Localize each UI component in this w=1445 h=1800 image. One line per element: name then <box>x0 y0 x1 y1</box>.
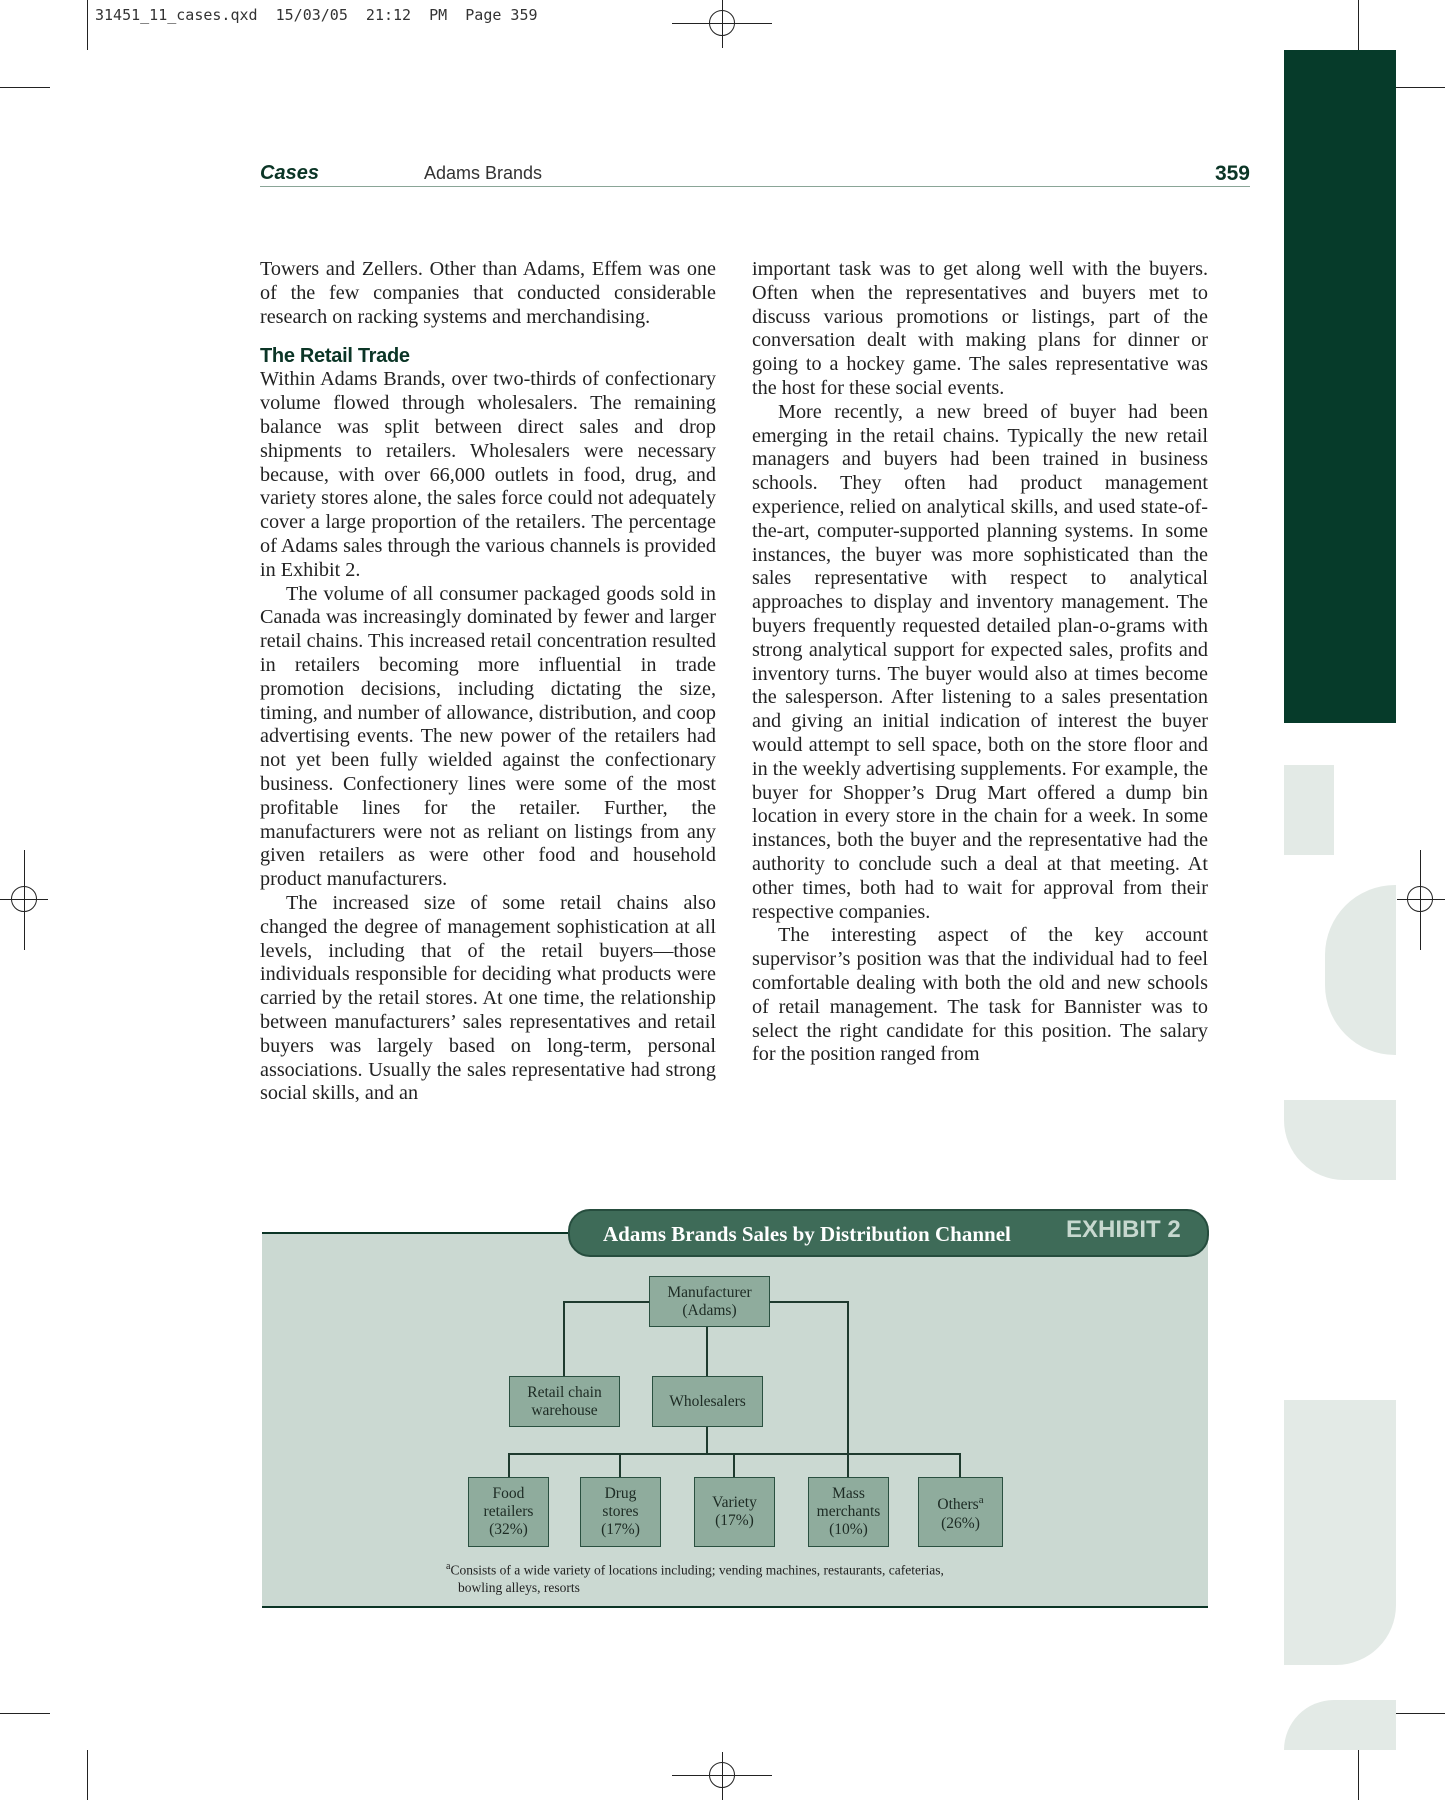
crop-mark <box>87 0 88 50</box>
others-node <box>918 1477 1003 1547</box>
exhibit-title: Adams Brands Sales by Distribution Channel <box>603 1222 1011 1246</box>
footnote-marker: a <box>446 1561 451 1572</box>
connector-line <box>706 1427 708 1454</box>
ghost-letter-shape <box>1284 765 1334 855</box>
ghost-letter-shape <box>1284 1700 1396 1750</box>
exhibit-footnote <box>446 1558 1066 1596</box>
connector-line <box>563 1301 565 1376</box>
exhibit-label: EXHIBIT 2 <box>1066 1216 1181 1243</box>
ghost-letter-shape <box>1325 885 1396 1055</box>
connector-line <box>959 1453 961 1478</box>
connector-line <box>733 1453 735 1478</box>
mass-merchants-node: Mass merchants (10%) <box>808 1477 889 1547</box>
crop-mark <box>1358 1750 1359 1800</box>
variety-node: Variety (17%) <box>694 1477 775 1547</box>
paragraph: The increased size of some retail chains also changed the degree of management sophistication at all levels, including that of the retail buyers—those individuals responsible for deciding what products were carried by the retail stores. At one time, the relationship between manufacturers’ sales representatives and retail buyers was largely based on long-term, personal associations. Usually the sales representative had strong social skills, and an <box>260 891 716 1105</box>
printer-slug: 31451_11_cases.qxd 15/03/05 21:12 PM Page 359 <box>95 6 538 24</box>
paragraph: Within Adams Brands, over two-thirds of confectionary volume flowed through wholesalers. The remaining balance was split between direct sales and drop shipments to retailers. Wholesalers were necessary because, with over 66,000 outlets in food, drug, and variety stores alone, the sales force could not adequately cover a large proportion of the retailers. The percentage of Adams sales through the various channels is provided in Exhibit 2. <box>260 368 716 581</box>
section-heading: The Retail Trade <box>260 345 410 368</box>
ghost-letter-shape <box>1284 1100 1396 1180</box>
section-label: Cases <box>260 162 319 184</box>
left-column <box>260 258 716 1106</box>
registration-circle <box>11 886 37 912</box>
exhibit-bottom-rule <box>262 1606 1208 1608</box>
connector-line <box>508 1453 510 1478</box>
food-retailers-node: Food retailers (32%) <box>468 1477 549 1547</box>
crop-mark <box>1395 87 1445 88</box>
section-tab <box>1284 50 1396 723</box>
footnote-superscript: a <box>978 1494 984 1507</box>
page-number: 359 <box>1214 162 1250 185</box>
footnote-text: Consists of a wide variety of locations including; vending machines, restaurants, cafeterias, <box>450 1562 944 1578</box>
crop-mark <box>1358 0 1359 50</box>
right-column <box>752 258 1208 1067</box>
crop-mark <box>0 1713 50 1714</box>
exhibit-top-rule <box>262 1232 572 1234</box>
paragraph: The volume of all consumer packaged goods sold in Canada was increasingly dominated by fewer and larger retail chains. This increased retail concentration resulted in retailers becoming more influential in trade promotion decisions, including dictating the size, timing, and number of allowance, distribution, and coop advertising events. The new power of the retailers had not yet been fully wielded against the confectionary business. Confectionery lines were some of the most profitable lines for the retailer. Further, the manufacturers were not as reliant on listings from any given retailers as were other food and household product manufacturers. <box>260 582 716 891</box>
paragraph: important task was to get along well with the buyers. Often when the representatives and buyers met to discuss various promotions or listings, part of the conversation dealt with making plans for dinner or going to a hockey game. The sales representative was the host for these social events. <box>752 258 1208 399</box>
wholesalers-node: Wholesalers <box>652 1376 763 1427</box>
connector-line <box>706 1327 708 1377</box>
others-percent: (26%) <box>941 1514 980 1532</box>
connector-line <box>619 1453 621 1478</box>
connector-line <box>847 1301 849 1478</box>
running-header <box>260 160 1250 187</box>
drug-stores-node: Drug stores (17%) <box>580 1477 661 1547</box>
retail-chain-warehouse-node: Retail chain warehouse <box>509 1376 620 1427</box>
others-label: Others <box>937 1496 979 1514</box>
case-title: Adams Brands <box>424 163 543 183</box>
crop-mark <box>1395 1713 1445 1714</box>
paragraph: Towers and Zellers. Other than Adams, Effem was one of the few companies that conducted considerable research on racking systems and merchandising. <box>260 258 716 328</box>
crop-mark <box>87 1750 88 1800</box>
manufacturer-node: Manufacturer (Adams) <box>649 1276 770 1327</box>
registration-circle <box>709 1762 735 1788</box>
paragraph: The interesting aspect of the key account supervisor’s position was that the individual had to feel comfortable dealing with both the old and new schools of retail management. The task for Bannister was to select the right candidate for this position. The salary for the position ranged from <box>752 924 1208 1066</box>
crop-mark <box>0 87 50 88</box>
registration-circle <box>709 10 735 36</box>
footnote-text: bowling alleys, resorts <box>458 1579 580 1595</box>
ghost-letter-shape <box>1284 1400 1396 1665</box>
registration-circle <box>1407 886 1433 912</box>
paragraph: More recently, a new breed of buyer had been emerging in the retail chains. Typically the new retail managers and buyers had been trained in business schools. They often had product management experience, relied on analytical skills, and used state-of-the-art, computer-supported planning systems. In some instances, the buyer was more sophisticated than the sales representative with respect to analytical approaches to display and inventory management. The buyers frequently requested detailed plan-o-grams with strong analytical support for expected sales, profits and inventory turns. The buyer would also at times become the salesperson. After listening to a sales presentation and giving an initial indication of interest the buyer would attempt to sell space, both on the store floor and in the weekly advertising supplements. For example, the buyer for Shopper’s Drug Mart offered a dump bin location in every store in the chain for a week. In some instances, both the buyer and the representative had the authority to conclude such a deal at that meeting. At other times, both had to wait for approval from their respective companies. <box>752 400 1208 923</box>
